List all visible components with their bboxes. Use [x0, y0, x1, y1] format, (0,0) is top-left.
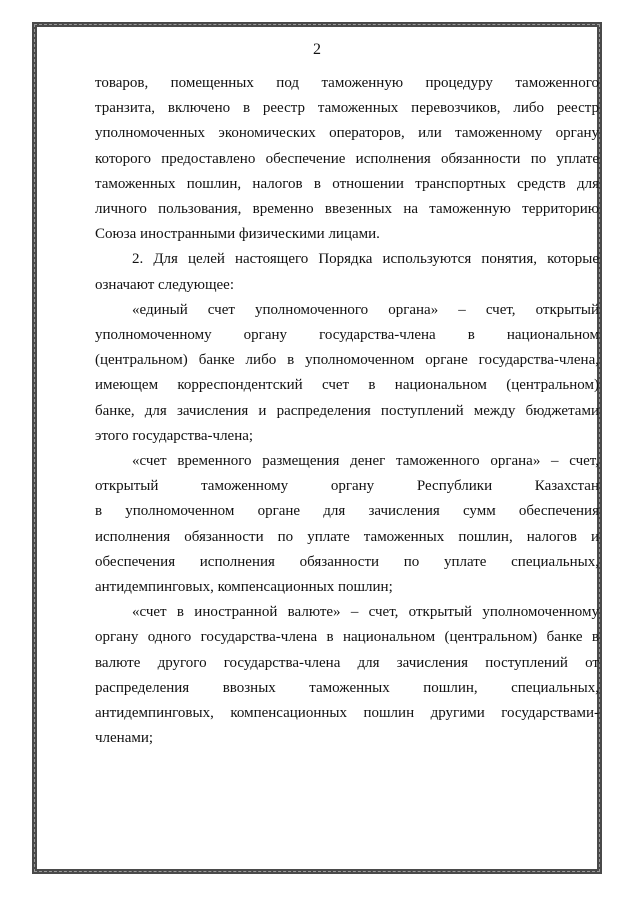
text-line: «единый счет уполномоченного органа» – счет, открытый: [132, 301, 599, 318]
text-line: (центральном) банке либо в уполномоченном органе государства-члена,: [95, 352, 599, 369]
paragraph: [95, 71, 599, 247]
text-line: «счет в иностранной валюте» – счет, открытый уполномоченному: [132, 604, 599, 621]
text-line: личного пользования, временно ввезенных на таможенную территорию: [95, 201, 599, 218]
text-line: таможенных пошлин, налогов в отношении транспортных средств для: [95, 175, 599, 192]
text-line: означают следующее:: [95, 276, 234, 293]
text-line: антидемпинговых, компенсационных пошлин;: [95, 579, 393, 596]
text-line: товаров, помещенных под таможенную процедуру таможенного: [95, 75, 599, 91]
paragraph: [95, 449, 599, 600]
text-line: транзита, включено в реестр таможенных перевозчиков, либо реестр: [95, 100, 599, 117]
paragraph: [95, 298, 599, 449]
paragraph: [95, 247, 599, 297]
document-body: [95, 71, 599, 751]
text-line: Союза иностранными физическими лицами.: [95, 226, 380, 243]
text-line: которого предоставлено обеспечение исполнения обязанности по уплате: [95, 150, 599, 167]
text-line: «счет временного размещения денег таможенного органа» – счет,: [132, 453, 599, 470]
text-line: уполномоченному органу государства-члена в национальном: [95, 327, 599, 344]
text-line: этого государства-члена;: [95, 427, 254, 444]
text-line: членами;: [95, 730, 154, 747]
text-line: открытый таможенному органу Республики Казахстан: [95, 478, 599, 495]
text-line: валюте другого государства-члена для зачисления поступлений от: [95, 654, 599, 671]
text-line: 2. Для целей настоящего Порядка используются понятия, которые: [132, 251, 599, 268]
text-line: антидемпинговых, компенсационных пошлин другими государствами-: [95, 705, 599, 722]
paragraph: [95, 600, 599, 751]
text-line: в уполномоченном органе для зачисления сумм обеспечения: [95, 503, 599, 520]
text-line: обеспечения исполнения обязанности по уплате специальных,: [95, 553, 599, 570]
text-line: имеющем корреспондентский счет в национальном (центральном): [95, 377, 599, 394]
text-line: распределения ввозных таможенных пошлин, специальных,: [95, 679, 599, 696]
text-line: уполномоченных экономических операторов, или таможенному органу: [95, 125, 599, 142]
document-page: [32, 22, 602, 874]
text-line: исполнения обязанности по уплате таможенных пошлин, налогов и: [95, 528, 599, 545]
text-line: органу одного государства-члена в национальном (центральном) банке в: [95, 629, 599, 646]
text-line: банке, для зачисления и распределения поступлений между бюджетами: [95, 402, 599, 419]
page-number: 2: [313, 41, 321, 58]
